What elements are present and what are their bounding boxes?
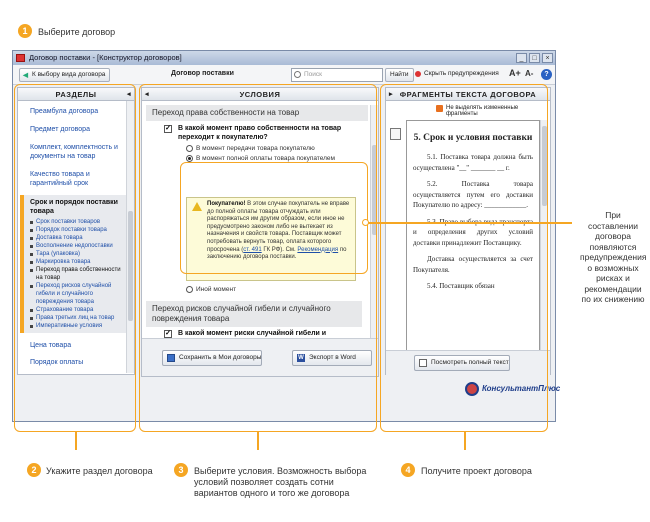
option-label: В момент передачи товара покупателю [196, 145, 315, 152]
subsection-item[interactable]: Тара (упаковка) [36, 250, 134, 258]
subsection-item[interactable]: Права третьих лиц на товар [36, 314, 134, 322]
step-1-badge: 1 [18, 24, 32, 38]
maximize-button[interactable]: □ [529, 53, 540, 63]
back-button-label: К выбору вида договора [32, 71, 106, 78]
document-title: Договор поставки [171, 70, 234, 77]
preview-paragraph: и определения других условий доставки принадлежит Поставщику. [413, 228, 533, 247]
checkbox[interactable]: ✓ [165, 330, 171, 337]
minimize-button[interactable]: _ [516, 53, 527, 63]
subsection-item[interactable]: Порядок поставки товара [36, 226, 134, 234]
export-button-label: Экспорт в Word [309, 354, 356, 361]
warning-text: В этом случае покупатель не вправе до полной оплаты товара отчуждать или распоряжаться им другим образом, если иное не предусмотрено законом либо не вытекает из назначения и свойств товара. Поставщик может потребовать вернуть товар, оплата которого просрочена ( [207, 201, 350, 253]
window-title: Договор поставки - [Конструктор договоров] [29, 53, 182, 62]
warnings-note: При составлении договора появляются предупреждения о возможных рисках и рекомендации по их снижению [580, 210, 647, 304]
fragments-header-label: ФРАГМЕНТЫ ТЕКСТА ДОГОВОРА [399, 90, 537, 99]
step-2-badge: 2 [27, 463, 41, 477]
subsection-item[interactable]: Маркировка товара [36, 258, 134, 266]
subsection-item[interactable]: Страхование товара [36, 306, 134, 314]
subsection-item-current[interactable]: Переход права собственности на товар [36, 266, 124, 282]
word-icon: W [298, 355, 304, 361]
search-icon [294, 71, 301, 78]
connector [75, 432, 77, 450]
step-4-text: Получите проект договора [421, 466, 532, 476]
section-quality[interactable]: Качество товара и гарантийный срок [30, 171, 90, 187]
find-button[interactable]: Найти [385, 68, 414, 82]
preview-paragraph: Доставка осуществляется за счет Покупателя. [413, 255, 533, 274]
back-to-contract-types-button[interactable] [19, 68, 110, 82]
option-label: В момент полной оплаты товара покупателем [196, 155, 335, 162]
group-ownership: Переход права собственности на товар [146, 105, 368, 121]
title-bar [13, 51, 555, 65]
toolbar [13, 65, 555, 85]
highlight-sections [14, 84, 136, 432]
subsection-item[interactable]: Императивные условия [36, 322, 134, 330]
warning-text: ГК РФ). См. [261, 246, 298, 253]
preview-heading: 5. Срок и условия поставки [413, 133, 533, 143]
preview-paragraph: 5.1. Поставка товара должна быть осуществлена "__" _______ __ г. [413, 153, 533, 172]
warning-title: Покупателю! [207, 201, 246, 207]
collapse-icon[interactable]: ◂ [126, 91, 131, 98]
hide-warnings-button[interactable] [415, 70, 499, 77]
search-input[interactable] [291, 68, 383, 82]
font-smaller-icon[interactable]: A- [525, 69, 534, 78]
highlight-fragments [380, 84, 548, 432]
section-subject[interactable]: Предмет договора [30, 126, 90, 133]
section-payment[interactable]: Порядок оплаты [30, 359, 84, 366]
connector-dot [362, 219, 369, 226]
hide-warnings-label: Скрыть предупреждения [424, 70, 499, 77]
subsection-item[interactable]: Доставка товара [36, 234, 134, 242]
brand-name: КонсультантПлюс [482, 384, 561, 393]
section-delivery-terms[interactable]: Срок и порядок поставки товара [30, 199, 118, 215]
warning-text: по заключению договора поставки. [207, 246, 347, 261]
subsection-item[interactable]: Срок поставки товаров [36, 218, 134, 226]
step-3-badge: 3 [174, 463, 188, 477]
step-3-text: Выберите условия. Возможность выбора условий позволяет создать сотни вариантов одного и того же договора [194, 466, 367, 498]
section-completeness[interactable]: Комплект, комплектность и документы на товар [30, 144, 118, 160]
checkbox[interactable]: ✓ [165, 125, 171, 132]
step-1-text: Выберите договор [38, 27, 116, 37]
back-arrow-icon: ◀ [23, 72, 28, 79]
expand-left-icon[interactable]: ◂ [145, 91, 150, 98]
recommendation-link[interactable]: Рекомендация [297, 246, 339, 253]
view-full-label: Посмотреть полный текст [431, 359, 509, 366]
connector [464, 432, 466, 450]
preview-paragraph: 5.4. Поставщик обязан [427, 282, 495, 290]
option-label: Иной момент [196, 286, 237, 293]
warning-icon [415, 71, 421, 77]
section-preamble[interactable]: Преамбула договора [30, 108, 99, 115]
step-2-text: Укажите раздел договора [46, 466, 153, 476]
section-price[interactable]: Цена товара [30, 342, 72, 349]
connector [368, 222, 572, 224]
question-ownership-label: В какой момент право собственности на товар переходит к покупателю? [178, 125, 342, 141]
close-button[interactable]: × [542, 53, 553, 63]
font-bigger-icon[interactable]: A+ [509, 68, 521, 78]
expand-right-icon[interactable]: ▸ [389, 91, 394, 98]
question-risks-label: В какой момент риски случайной гибели и [178, 330, 327, 337]
step-4-badge: 4 [401, 463, 415, 477]
highlight-warning [180, 162, 368, 274]
connector [257, 432, 259, 450]
sections-header-label: РАЗДЕЛЫ [55, 90, 97, 99]
no-highlight-label: Не выделять измененные фрагменты [446, 105, 519, 117]
search-placeholder: Поиск [304, 71, 323, 78]
subsection-item[interactable]: Переход рисков случайной гибели и случайного повреждения товара [36, 282, 124, 306]
help-icon[interactable]: ? [541, 69, 552, 80]
group-risks: Переход рисков случайной гибели и случайного повреждения товара [146, 301, 362, 327]
conditions-header-label: УСЛОВИЯ [239, 90, 281, 99]
subsection-item[interactable]: Восполнение недопоставки [36, 242, 134, 250]
app-icon [16, 54, 25, 62]
article-link[interactable]: ст. 491 [243, 246, 262, 253]
preview-paragraph: 5.2. Поставка товара осуществляется путем его доставки Покупателю по адресу: ____________. [413, 180, 533, 209]
save-button-label: Сохранить в Мои договоры [179, 354, 262, 361]
